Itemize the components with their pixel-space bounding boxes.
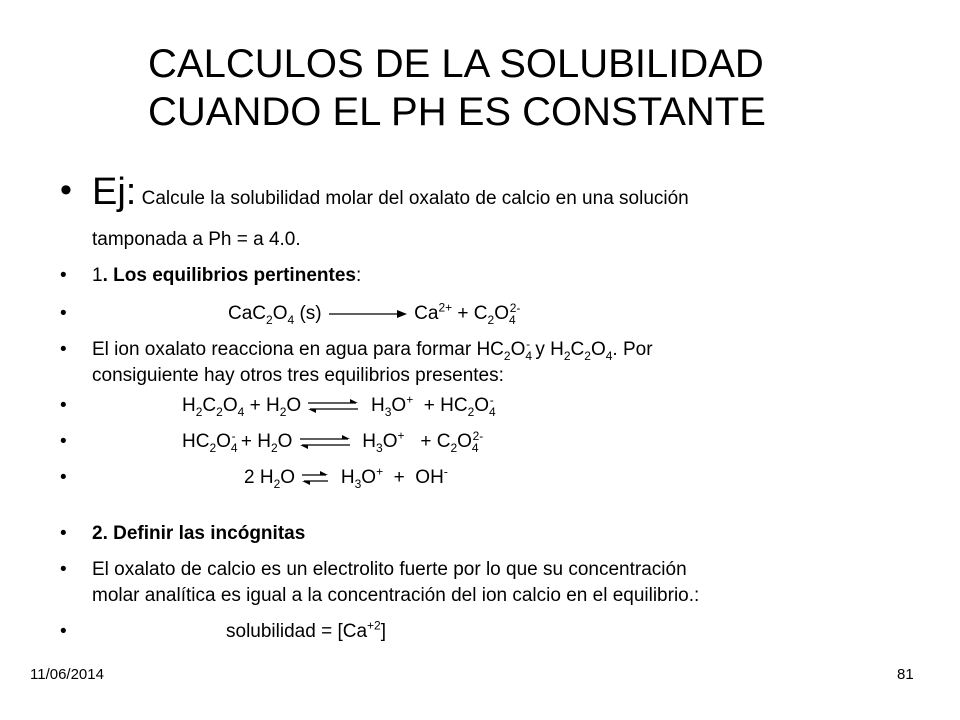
intro-line-2: tamponada a Ph = a 4.0. <box>92 229 301 250</box>
bullet-dot: • <box>60 339 67 360</box>
ej-label: Ej: <box>92 171 137 213</box>
explanation2-line-2: molar analítica es igual a la concentración del ion calcio en el equilibrio.: <box>92 585 700 606</box>
bullet-dot: • <box>60 467 67 488</box>
equilibrium-arrow-icon <box>327 307 409 321</box>
bullet-dot: • <box>60 171 72 209</box>
slide-title <box>148 40 868 136</box>
bullet-dot: • <box>60 265 67 286</box>
equation-2: $H_2C_2O_4 + H_2O$ $H_3O^+ + HC_2O_4^-$ <box>182 392 496 419</box>
bullet-dot: • <box>60 523 67 544</box>
title-line-1: CALCULOS DE LA SOLUBILIDAD <box>148 42 764 86</box>
reversible-arrow-icon <box>300 470 330 486</box>
bullet-dot: • <box>60 395 67 416</box>
step2-label: 2. Definir las incógnitas <box>92 523 306 544</box>
explanation-line-1: El ion oxalato reacciona en agua para formar $HC_2O_4^-$ y $H_2C_2O_4$. Por <box>92 336 653 363</box>
equation-3: $HC_2O_4^- + H_2O$ $H_3O^+ + C_2O_4^{2-}$ <box>182 428 484 455</box>
bullet-dot: • <box>60 559 67 580</box>
reversible-arrow-icon <box>306 398 360 414</box>
bullet-dot: • <box>60 303 67 324</box>
explanation-line-2: consiguiente hay otros tres equilibrios presentes: <box>92 365 504 386</box>
explanation2-line-1: El oxalato de calcio es un electrolito fuerte por lo que su concentración <box>92 559 687 580</box>
footer-page-number: 81 <box>897 666 914 683</box>
solubility-expression: solubilidad = $[Ca^{+2}]$ <box>226 618 386 642</box>
bullet-dot: • <box>60 431 67 452</box>
step1-colon: : <box>355 265 362 286</box>
step1-number: 1 <box>92 265 103 286</box>
footer-date: 11/06/2014 <box>30 666 104 683</box>
equation-4: 2 $H_2O$ $H_3O^+ + OH^-$ <box>244 464 448 491</box>
bullet-dot: • <box>60 621 67 642</box>
reversible-arrow-icon <box>298 434 352 450</box>
title-line-2: CUANDO EL PH ES CONSTANTE <box>148 90 766 134</box>
equation-1: $CaC_2O_4$ (s) $Ca^{2+} + C_2O_4^{2-}$ <box>228 300 521 327</box>
step1-label: . Los equilibrios pertinentes <box>102 265 356 286</box>
intro-line-1: Calcule la solubilidad molar del oxalato de calcio en una solución <box>136 188 689 209</box>
